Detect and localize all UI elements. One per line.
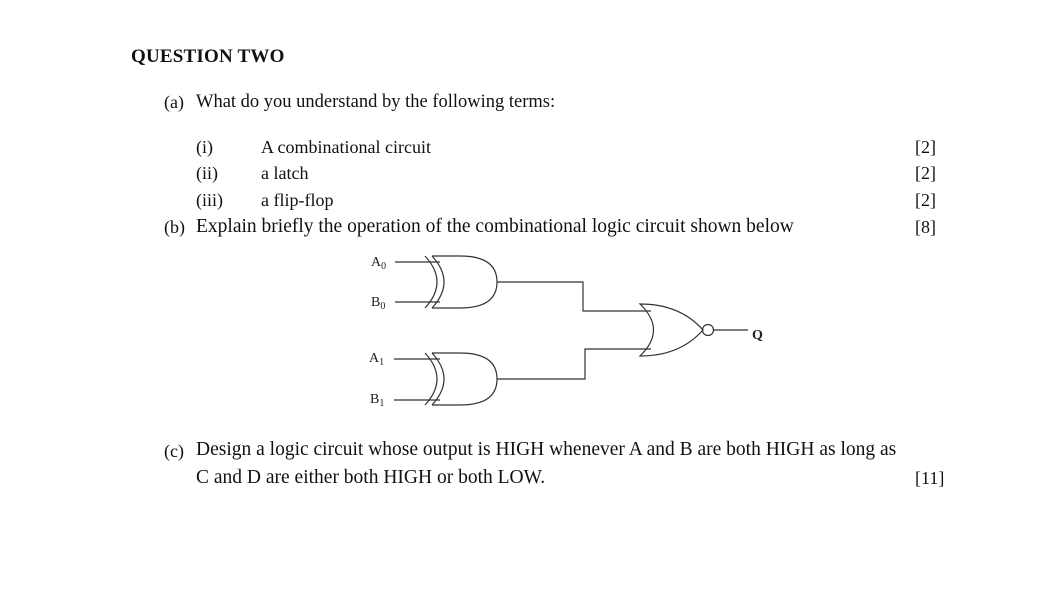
wire-xor0-to-nor — [497, 282, 651, 311]
item-i-marks: [2] — [915, 137, 936, 157]
part-c-marks: [11] — [915, 468, 945, 488]
item-iii-number: (iii) — [196, 190, 223, 210]
part-b-text: Explain briefly the operation of the combinational logic circuit shown below — [196, 216, 794, 237]
label-b0: $B_0$ — [371, 295, 386, 312]
part-a-label: (a) — [164, 92, 184, 112]
item-i-number: (i) — [196, 137, 213, 157]
label-q: Q — [752, 328, 763, 343]
item-ii-text: a latch — [261, 163, 309, 183]
nor-gate — [640, 304, 714, 356]
part-b-label: (b) — [164, 217, 185, 237]
part-c-label: (c) — [164, 441, 184, 461]
item-i-text: A combinational circuit — [261, 137, 431, 157]
question-heading: QUESTION TWO — [131, 46, 285, 67]
part-c-line1: Design a logic circuit whose output is HIGH whenever A and B are both HIGH as long as — [196, 439, 897, 460]
item-ii-number: (ii) — [196, 163, 218, 183]
label-a1: $A_1$ — [369, 351, 385, 368]
item-ii-marks: [2] — [915, 163, 936, 183]
xor-gate-0 — [425, 256, 497, 308]
part-a-text: What do you understand by the following terms: — [196, 92, 556, 112]
part-b-marks: [8] — [915, 217, 936, 237]
label-a0: $A_0$ — [371, 255, 387, 272]
label-b1: $B_1$ — [370, 392, 385, 409]
nor-bubble — [703, 325, 714, 336]
item-iii-marks: [2] — [915, 190, 936, 210]
item-iii-text: a flip-flop — [261, 190, 334, 210]
xor-gate-1 — [425, 353, 497, 405]
part-c-line2: C and D are either both HIGH or both LOW. — [196, 467, 546, 488]
wire-xor1-to-nor — [497, 349, 651, 379]
